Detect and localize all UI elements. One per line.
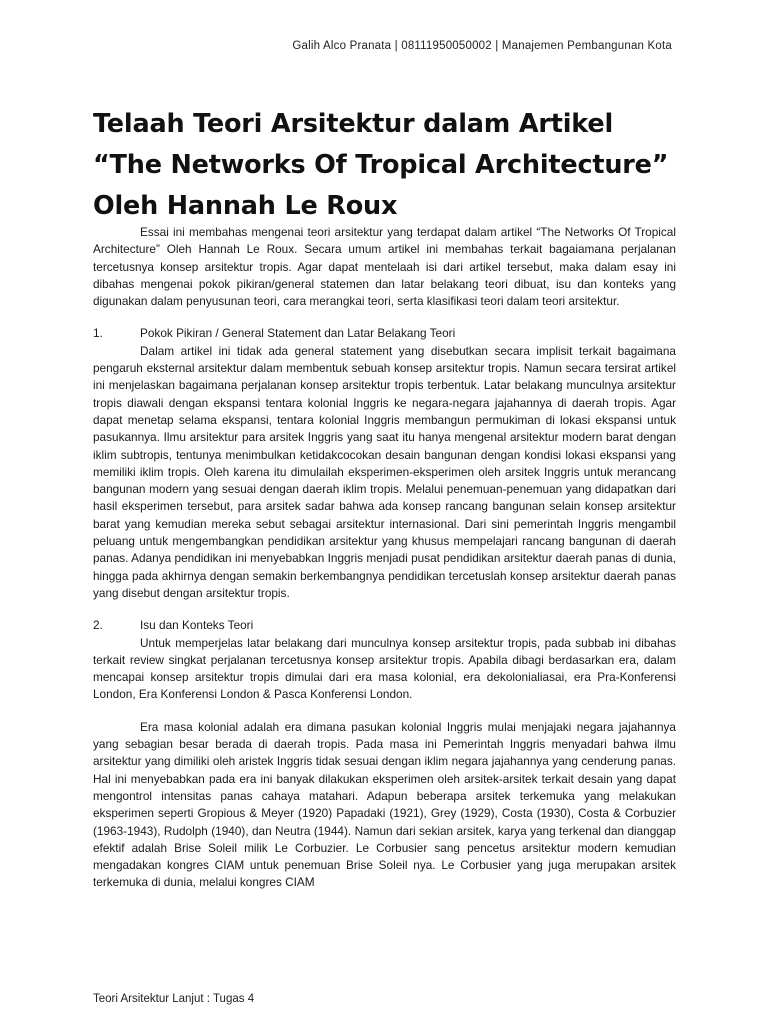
title-line: Telaah Teori Arsitektur dalam Artikel <box>93 109 613 139</box>
page-footer: Teori Arsitektur Lanjut : Tugas 4 <box>93 993 255 1005</box>
title-line: Oleh Hannah Le Roux <box>93 191 398 221</box>
section-title: Pokok Pikiran / General Statement dan Latar Belakang Teori <box>140 326 456 341</box>
section-2-paragraph-2: Era masa kolonial adalah era dimana pasukan kolonial Inggris mulai menjajaki negara jajahannya yang sebagian besar berada di daerah tropis. Pada masa ini Pemerintah Inggris menyadari bahwa ilmu arsitektur yang dimiliki oleh aristek Inggris tidak sesuai dengan iklim negara jajahannya yang cenderung panas. Hal ini menyebabkan pada era ini banyak dilakukan eksperimen oleh arsitek-arsitek terkait desain yang dapat mengontrol intensitas panas cahaya matahari. Adapun beberapa arsitek terkemuka yang melakukan eksperimen seperti Gropious & Meyer (1920) Papadaki (1921), Grey (1929), Costa (1930), Costa & Corbuzier (1963-1943), Rudolph (1940), dan Neutra (1944). Namun dari sekian arsitek, karya yang terkenal dan dianggap efektif adalah Brise Soleil milik Le Corbuzier. Le Corbusier sang pencetus arsitektur modern kemudian mengadakan kongres CIAM untuk penemuan Brise Soleil nya. Le Corbusier yang juga merupakan arsitek terkemuka di dunia, melalui kongres CIAM <box>93 719 676 890</box>
title-line: “The Networks Of Tropical Architecture” <box>93 150 669 180</box>
section-number: 2. <box>93 618 103 633</box>
section-number: 1. <box>93 326 103 341</box>
section-1-paragraph: Dalam artikel ini tidak ada general statement yang disebutkan secara implisit terkait bagaimana pengaruh eksternal arsitektur dalam membentuk sebuah konsep arsitektur tropis. Namun secara tersirat artikel ini menjelaskan bagaimana perjalanan konsep arsitektur tropis terbentuk. Latar belakang munculnya arsitektur tropis diawali dengan ekspansi tentara kolonial Inggris ke negara-negara jajahannya di daerah tropis. Agar dapat menetap selama ekspansi, tentara kolonial Inggris membangun permukiman di lokasi ekspansi untuk pasukannya. Ilmu arsitektur para arsitek Inggris yang saat itu hanya mengenal arsitektur modern barat dengan iklim subtropis, tentunya menimbulkan ketidakcocokan desain bangunan dengan kondisi lokasi ekspansi yang memiliki iklim tropis. Oleh karena itu dimulailah eksperimen-eksperimen oleh arsitek Inggris untuk merancang bangunan modern yang sesuai dengan daerah iklim tropis. Melalui penemuan-penemuan yang didapatkan dari hasil eksperimen tersebut, para arsitek sadar bahwa ada konsep rancang bangunan selain konsep arsitektur barat yang kemudian mereka sebut sebagai arsitektur internasional. Dari sini pemerintah Inggris mengambil peluang untuk mengembangkan pendidikan arsitektur yang khusus mempelajari rancang bangunan di daerah panas. Adanya pendidikan ini menyebabkan Inggris menjadi pusat pendidikan arsitektur daerah panas di dunia, hingga pada akhirnya dengan semakin berkembangnya pendidikan tercetuslah konsep arsitektur daerah panas yang disebut dengan arsitektur tropis. <box>93 343 676 600</box>
intro-paragraph: Essai ini membahas mengenai teori arsitektur yang terdapat dalam artikel “The Networks Of Tropical Architecture” Oleh Hannah Le Roux. Secara umum artikel ini membahas terkait bagaiamana perjalanan tercetusnya konsep arsitektur tropis. Agar dapat mentelaah isi dari artikel tersebut, maka dalam esay ini dibahas mengenai pokok pikiran/general statemen dan latar belakang teori dibuat, isu dan konteks yang digunakan dalam penyusunan teori, cara merangkai teori, serta klasifikasi teori dalam teori arsitektur. <box>93 225 676 309</box>
section-1-heading <box>93 325 676 342</box>
section-2-paragraph-1: Untuk memperjelas latar belakang dari munculnya konsep arsitektur tropis, pada subbab ini dibahas terkait review singkat perjalanan tercetusnya konsep arsitektur tropis. Apabila dibagi berdasarkan era, dalam mencapai konsep arsitektur tropis dimulai dari era masa kolonial, era dekolonialiasai, era Pra-Konferensi London, Era Konferensi London & Pasca Konferensi London. <box>93 635 676 702</box>
document-title <box>93 104 693 227</box>
document-body <box>93 224 676 892</box>
section-2-heading <box>93 617 676 634</box>
page-header: Galih Alco Pranata | 08111950050002 | Manajemen Pembangunan Kota <box>292 40 672 52</box>
section-title: Isu dan Konteks Teori <box>140 618 254 633</box>
